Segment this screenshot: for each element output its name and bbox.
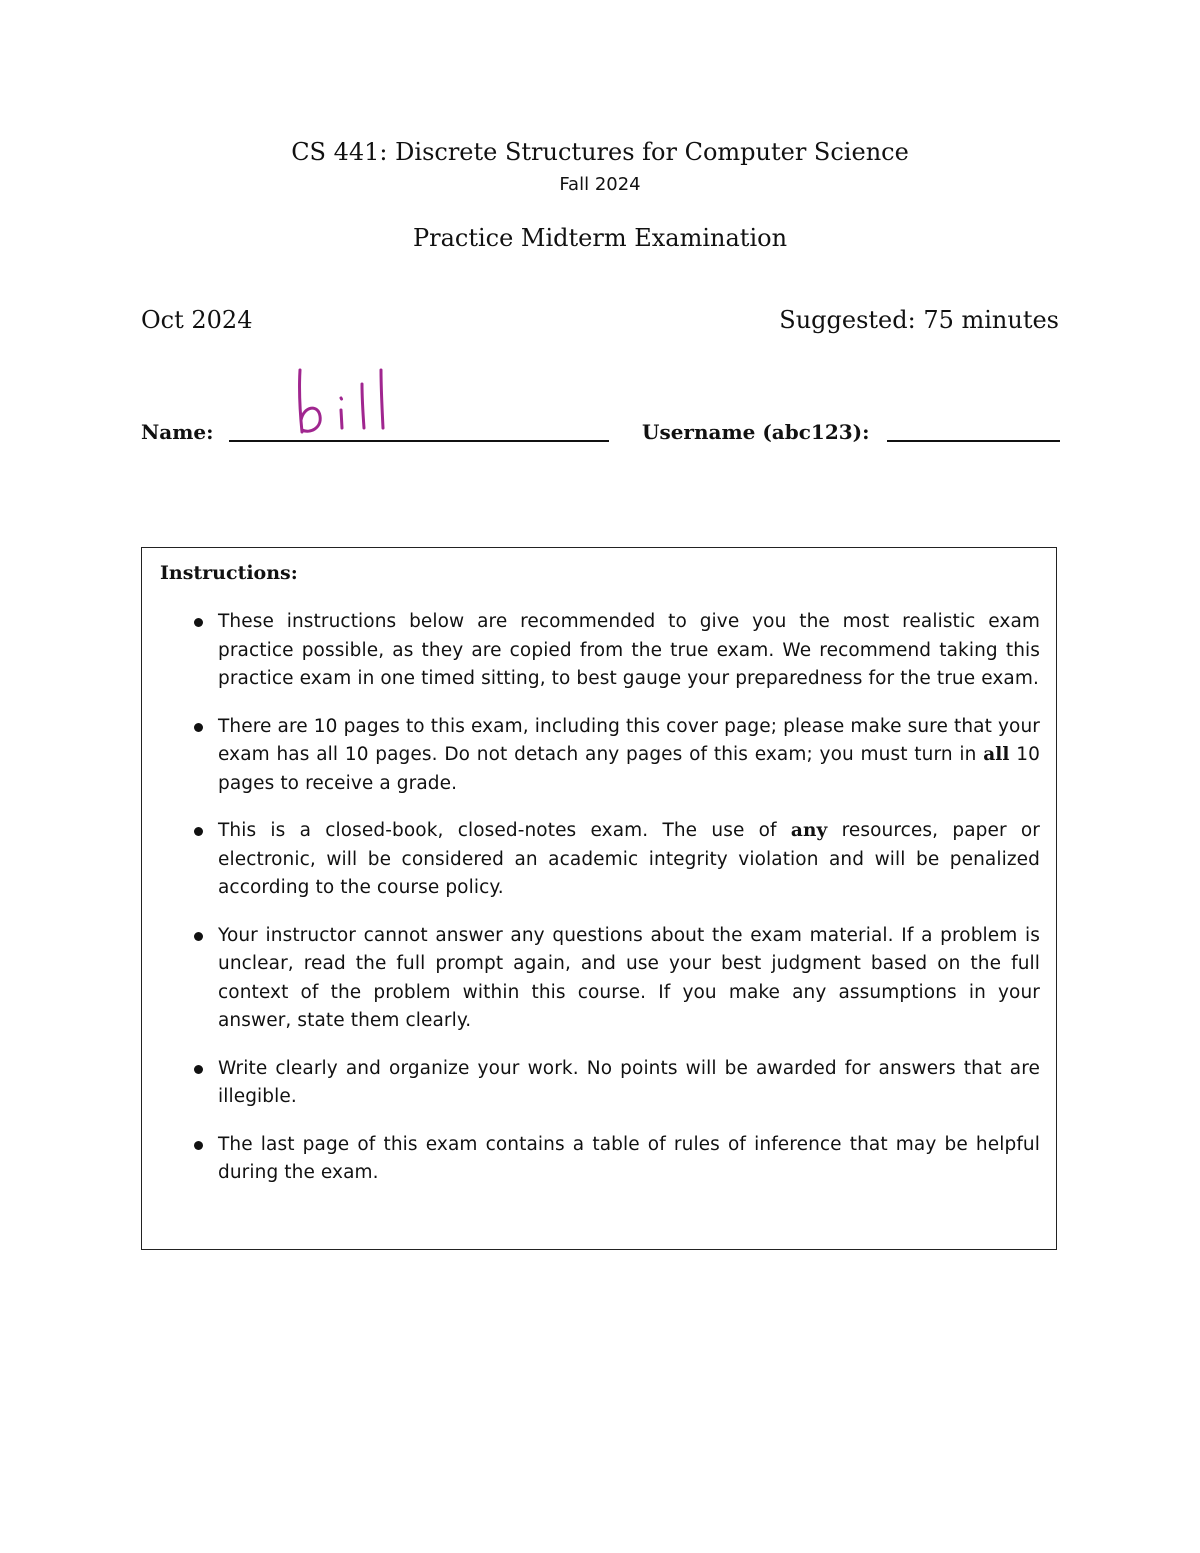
instruction-item: Your instructor cannot answer any questions about the exam material. If a problem is unclear, read the full prompt again, and use your best judgment based on the full context of the problem within this course. If you make any assumptions in your answer, state them clearly.	[190, 922, 1040, 1036]
instructions-list	[190, 608, 1040, 1207]
instruction-item: There are 10 pages to this exam, including this cover page; please make sure that your exam has all 10 pages. Do not detach any pages of this exam; you must turn in all 10 pages to receive a grade.	[190, 713, 1040, 799]
bullet-icon	[194, 932, 203, 941]
username-field[interactable]	[887, 440, 1060, 442]
name-label: Name:	[141, 420, 214, 444]
term-label: Fall 2024	[559, 174, 641, 195]
name-field[interactable]	[229, 440, 609, 442]
username-label: Username (abc123):	[642, 420, 870, 444]
course-title: CS 441: Discrete Structures for Computer Science	[291, 138, 909, 166]
bullet-icon	[194, 1141, 203, 1150]
bullet-icon	[194, 1065, 203, 1074]
instruction-item: These instructions below are recommended to give you the most realistic exam practice possible, as they are copied from the true exam. We recommend taking this practice exam in one timed sitting, to best gauge your preparedness for the true exam.	[190, 608, 1040, 694]
exam-date: Oct 2024	[141, 306, 253, 334]
handwritten-name-signature	[290, 362, 400, 442]
suggested-time: Suggested: 75 minutes	[779, 306, 1059, 334]
bullet-icon	[194, 618, 203, 627]
instruction-item: This is a closed-book, closed-notes exam. The use of any resources, paper or electronic, will be considered an academic integrity violation and will be penalized according to the course policy.	[190, 817, 1040, 903]
instruction-item: Write clearly and organize your work. No points will be awarded for answers that are illegible.	[190, 1055, 1040, 1112]
instructions-heading: Instructions:	[160, 562, 298, 584]
bullet-icon	[194, 827, 203, 836]
exam-title: Practice Midterm Examination	[412, 224, 788, 252]
instruction-item: The last page of this exam contains a table of rules of inference that may be helpful during the exam.	[190, 1131, 1040, 1188]
bullet-icon	[194, 723, 203, 732]
